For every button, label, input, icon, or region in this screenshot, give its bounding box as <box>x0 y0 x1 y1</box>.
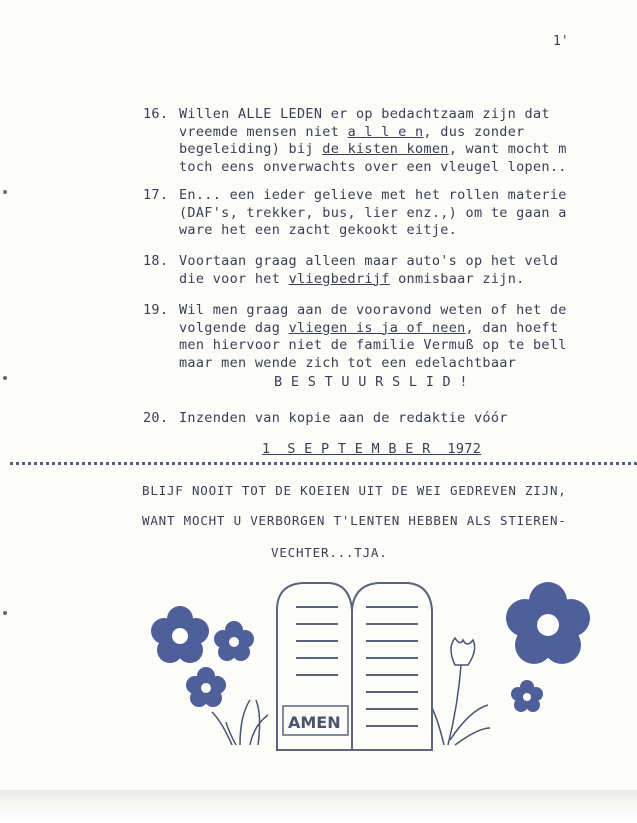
item-line: Wil men graag aan de vooravond weten of het de <box>179 302 567 318</box>
item-line: Inzenden van kopie aan de redaktie vóór <box>179 410 508 426</box>
item-line: ware het een zacht gekookt eitje. <box>179 222 458 238</box>
flower-icon <box>506 582 590 712</box>
item-line: begeleiding) bij de kisten komen, want mocht m <box>179 141 567 157</box>
item-number: 20. <box>143 410 169 426</box>
item-line: men hiervoor niet de familie Vermuß op te bell <box>179 337 567 353</box>
poem-line-2: WANT MOCHT U VERBORGEN T'LENTEN HEBBEN ALS STIEREN- <box>142 513 567 528</box>
item-number: 17. <box>143 187 169 203</box>
poem-line-3: VECHTER...TJA. <box>271 545 388 560</box>
item-line: vreemde mensen niet a l l e n, dus zonder <box>179 123 525 140</box>
grass-icon <box>212 700 268 745</box>
underlined-text: vliegen is ja of neen <box>288 319 466 336</box>
item-number: 16. <box>143 106 169 122</box>
poem-line-1: BLIJF NOOIT TOT DE KOEIEN UIT DE WEI GEDREVEN ZIJN, <box>142 483 567 498</box>
tablet-label: AMEN <box>288 713 341 732</box>
underlined-text: vliegbedrijf <box>288 270 390 287</box>
item-line: volgende dag vliegen is ja of neen, dan hoeft <box>179 319 559 336</box>
item-line: En... een ieder gelieve met het rollen materie <box>179 187 567 203</box>
item-number: 18. <box>143 253 169 269</box>
item-line: (DAF's, trekker, bus, lier enz.,) om te gaan a <box>179 204 567 221</box>
item-line: die voor het vliegbedrijf onmisbaar zijn. <box>179 270 525 287</box>
deadline-date: 1 S E P T E M B E R 1972 <box>262 441 482 457</box>
page-number: 1' <box>553 34 569 49</box>
item-line: Willen ALLE LEDEN er op bedachtzaam zijn dat <box>179 106 550 122</box>
flower-icon <box>151 606 254 707</box>
tulip-icon <box>432 638 490 745</box>
item-line: Voortaan graag alleen maar auto's op het veld <box>179 253 559 269</box>
underlined-text: de kisten komen <box>322 141 449 157</box>
item-line: toch eens onverwachts over een vleugel lopen.. <box>179 158 567 175</box>
item-line: maar men wende zich tot een edelachtbaar <box>179 354 517 371</box>
bestuurslid-text: B E S T U U R S L I D ! <box>274 374 468 390</box>
underlined-text: a l l e n <box>347 123 424 140</box>
page-edge-shadow <box>0 790 637 823</box>
item-number: 19. <box>143 302 169 318</box>
